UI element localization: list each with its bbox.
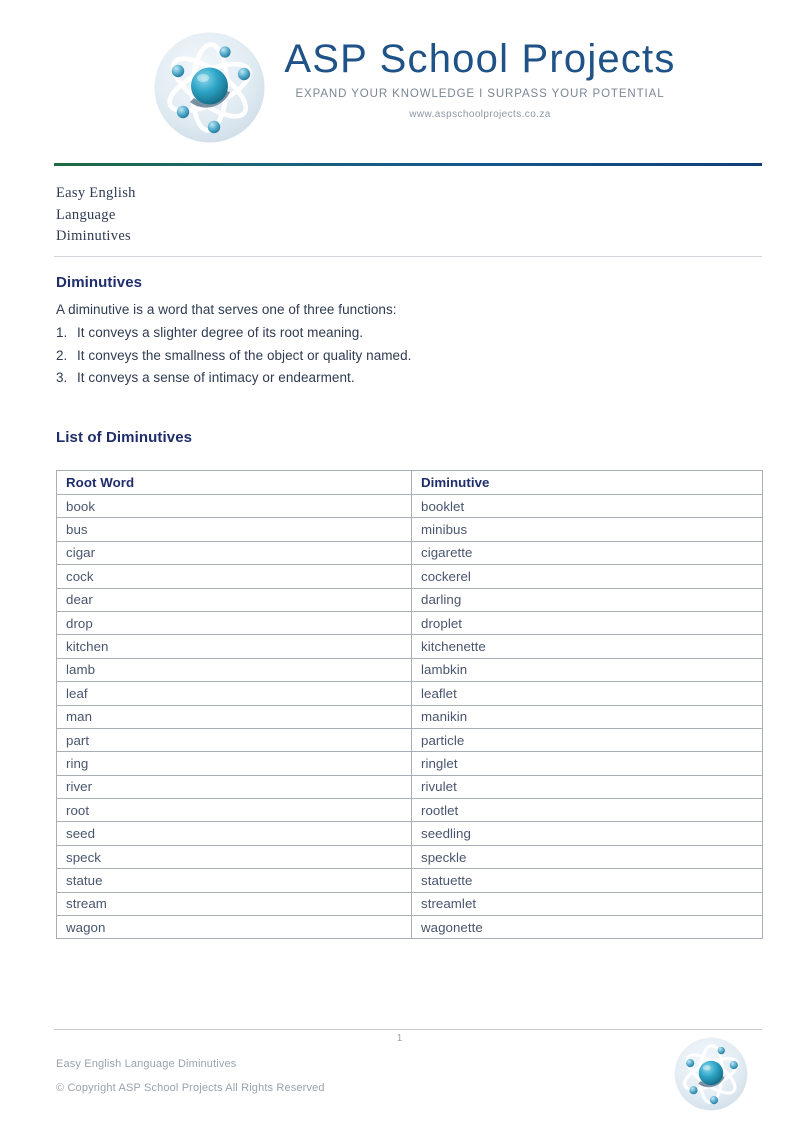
- table-row: [57, 588, 763, 611]
- cell-diminutive: ringlet: [412, 752, 763, 775]
- list-item: [56, 322, 411, 345]
- cell-root-word: dear: [57, 588, 412, 611]
- list-item-label: It conveys the smallness of the object or quality named.: [77, 347, 412, 363]
- cell-root-word: part: [57, 728, 412, 751]
- list-item-number: 1.: [56, 325, 68, 340]
- cell-root-word: man: [57, 705, 412, 728]
- cell-root-word: stream: [57, 892, 412, 915]
- table-row: [57, 892, 763, 915]
- cell-diminutive: darling: [412, 588, 763, 611]
- cell-diminutive: seedling: [412, 822, 763, 845]
- cell-diminutive: booklet: [412, 495, 763, 518]
- cell-root-word: kitchen: [57, 635, 412, 658]
- cell-root-word: speck: [57, 845, 412, 868]
- cell-root-word: drop: [57, 611, 412, 634]
- header-divider: [54, 163, 762, 166]
- table-row: [57, 518, 763, 541]
- breadcrumb-line-subject: Easy English: [56, 185, 136, 201]
- cell-diminutive: cockerel: [412, 565, 763, 588]
- cell-diminutive: kitchenette: [412, 635, 763, 658]
- table-row: [57, 658, 763, 681]
- cell-root-word: lamb: [57, 658, 412, 681]
- footer-divider: [54, 1029, 762, 1030]
- table-row: [57, 495, 763, 518]
- diminutives-table: [56, 470, 763, 939]
- functions-list: [56, 322, 411, 390]
- cell-diminutive: speckle: [412, 845, 763, 868]
- cell-diminutive: rivulet: [412, 775, 763, 798]
- table-row: [57, 869, 763, 892]
- table-header-row: [57, 471, 763, 495]
- list-item-number: 3.: [56, 370, 68, 386]
- cell-diminutive: wagonette: [412, 916, 763, 939]
- breadcrumb-line-category: Language: [56, 206, 116, 223]
- cell-root-word: statue: [57, 869, 412, 892]
- breadcrumb: [56, 183, 136, 248]
- cell-root-word: leaf: [57, 682, 412, 705]
- footer-copyright: © Copyright ASP School Projects All Rights Reserved: [56, 1082, 325, 1094]
- cell-diminutive: droplet: [412, 611, 763, 634]
- list-item-number: 2.: [56, 347, 68, 363]
- brand-tagline: EXPAND YOUR KNOWLEDGE I SURPASS YOUR POTENTIAL: [295, 88, 665, 100]
- cell-diminutive: cigarette: [412, 541, 763, 564]
- cell-diminutive: streamlet: [412, 892, 763, 915]
- table-row: [57, 799, 763, 822]
- cell-diminutive: leaflet: [412, 682, 763, 705]
- page-header: [0, 0, 799, 155]
- cell-diminutive: rootlet: [412, 799, 763, 822]
- cell-root-word: ring: [57, 752, 412, 775]
- table-row: [57, 752, 763, 775]
- section-heading-diminutives: Diminutives: [56, 274, 143, 291]
- table-row: [57, 845, 763, 868]
- cell-root-word: cigar: [57, 541, 412, 564]
- footer-text: [56, 1052, 325, 1100]
- table-row: [57, 916, 763, 939]
- list-item: [56, 367, 411, 390]
- cell-root-word: wagon: [57, 916, 412, 939]
- cell-diminutive: lambkin: [412, 658, 763, 681]
- list-item-label: It conveys a slighter degree of its root meaning.: [77, 325, 364, 340]
- cell-diminutive: statuette: [412, 869, 763, 892]
- section-heading-list: List of Diminutives: [56, 429, 193, 446]
- cell-root-word: river: [57, 775, 412, 798]
- cell-root-word: book: [57, 495, 412, 518]
- cell-diminutive: particle: [412, 728, 763, 751]
- table-row: [57, 541, 763, 564]
- cell-root-word: seed: [57, 822, 412, 845]
- cell-root-word: root: [57, 799, 412, 822]
- table-row: [57, 705, 763, 728]
- atom-icon: [673, 1036, 749, 1112]
- breadcrumb-divider: [54, 256, 762, 257]
- list-item: [56, 345, 411, 368]
- cell-root-word: cock: [57, 565, 412, 588]
- cell-root-word: bus: [57, 518, 412, 541]
- page-number: 1: [396, 1033, 403, 1044]
- cell-diminutive: minibus: [412, 518, 763, 541]
- brand-title: ASP School Projects: [284, 37, 676, 81]
- table-row: [57, 775, 763, 798]
- table-row: [57, 635, 763, 658]
- footer-doc-title: Easy English Language Diminutives: [56, 1058, 237, 1070]
- brand-url: www.aspschoolprojects.co.za: [409, 109, 551, 120]
- table-row: [57, 682, 763, 705]
- table-row: [57, 611, 763, 634]
- list-item-label: It conveys a sense of intimacy or endearment.: [77, 370, 355, 386]
- breadcrumb-line-topic: Diminutives: [56, 228, 131, 244]
- table-row: [57, 728, 763, 751]
- cell-diminutive: manikin: [412, 705, 763, 728]
- column-header-root-word: Root Word: [57, 471, 412, 495]
- brand-block: [280, 36, 680, 120]
- atom-icon: [152, 30, 267, 145]
- column-header-diminutive: Diminutive: [412, 471, 763, 495]
- intro-paragraph: A diminutive is a word that serves one of three functions:: [56, 302, 397, 317]
- table-row: [57, 565, 763, 588]
- table-row: [57, 822, 763, 845]
